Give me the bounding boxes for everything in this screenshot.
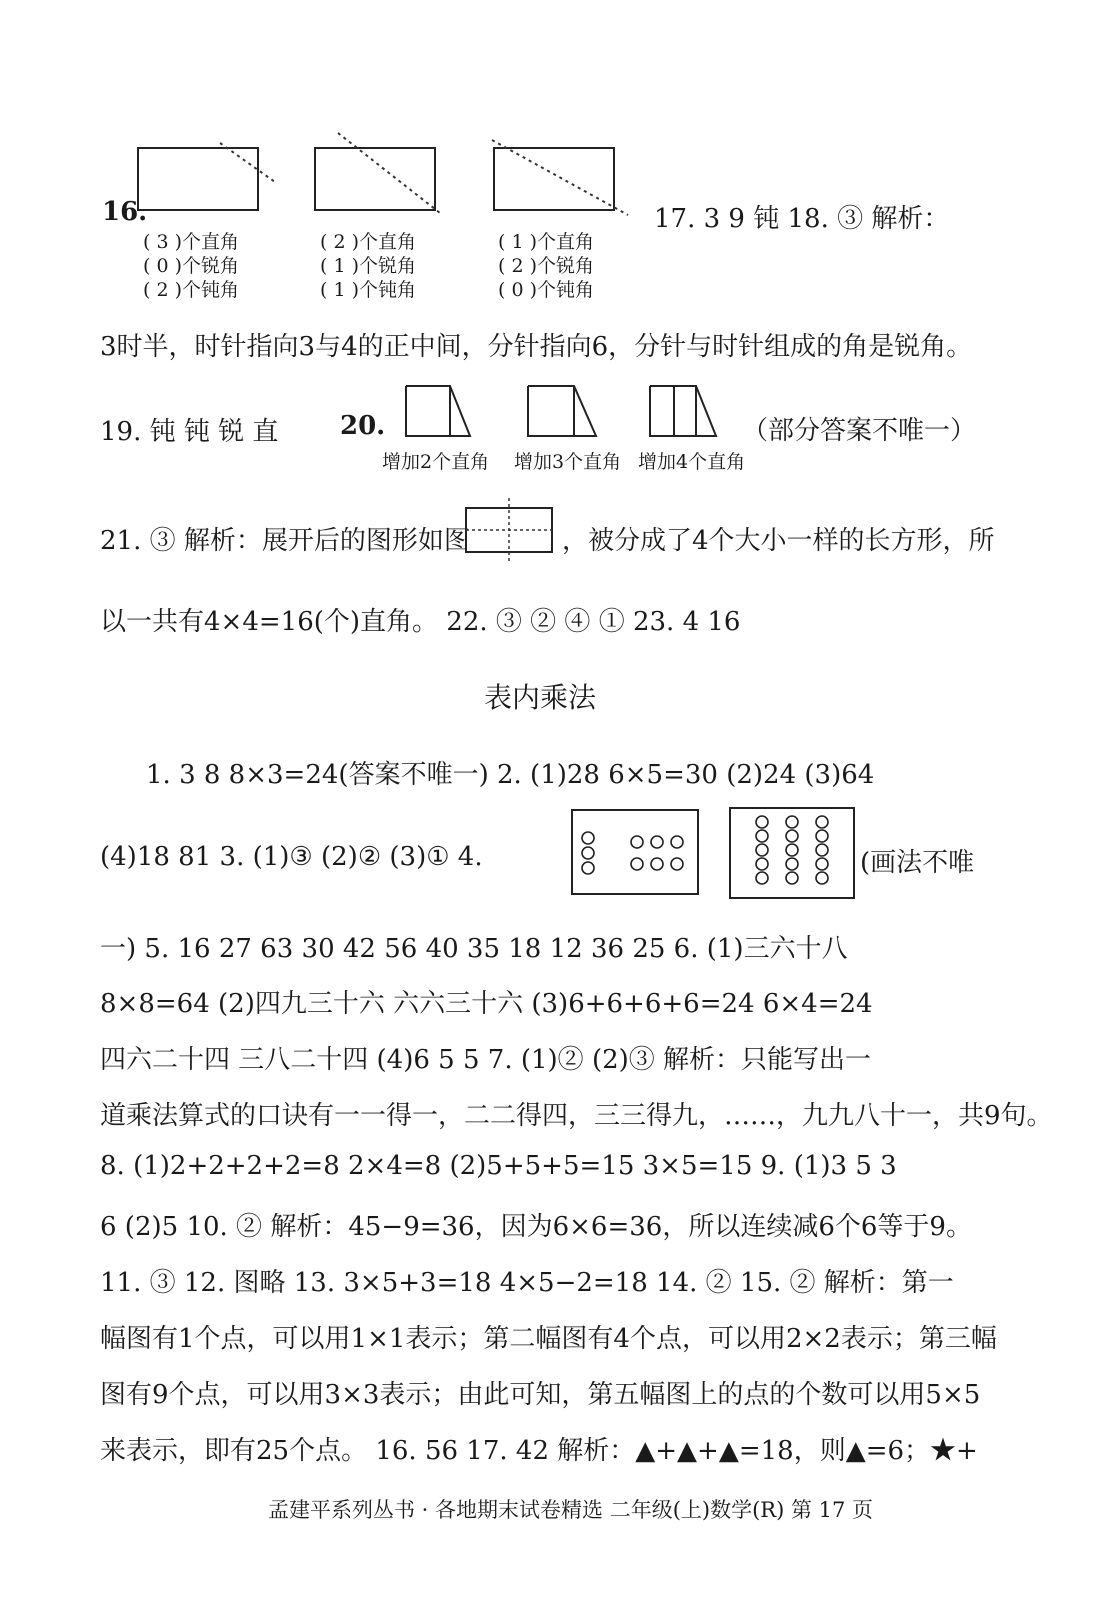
q21-23-answers: 以一共有4×4=16(个)直角。 22. ③ ② ④ ① 23. 4 16 xyxy=(100,607,741,637)
mult-line-4: 8×8=64 (2)四九三十六 六六三十六 (3)6+6+6+6=24 6×4=24 xyxy=(100,989,873,1019)
q16-fig3-obtuse: ( 0 )个钝角 xyxy=(498,279,594,301)
q16-fig3-acute: ( 2 )个锐角 xyxy=(498,255,594,277)
mult-line-6: 道乘法算式的口诀有一一得一，二二得四，三三得九，……，九九八十一，共9句。 xyxy=(100,1101,1053,1131)
section-title: 表内乘法 xyxy=(484,681,597,714)
mult-line-5: 四六二十四 三八二十四 (4)6 5 5 7. (1)② (2)③ 解析：只能写出一 xyxy=(100,1045,872,1075)
q19-answers: 19. 钝 钝 锐 直 xyxy=(100,417,279,447)
mult-line-1: 1. 3 8 8×3=24(答案不唯一) 2. (1)28 6×5=30 (2)24 (3)64 xyxy=(146,760,875,790)
page-footer: 孟建平系列丛书 · 各地期末试卷精选 二年级(上)数学(R) 第 17 页 xyxy=(268,1498,874,1522)
q18-explanation: 3时半，时针指向3与4的正中间，分针指向6，分针与时针组成的角是锐角。 xyxy=(100,332,973,362)
q4-note: (画法不唯 xyxy=(860,848,975,878)
q16-label: 16. xyxy=(102,197,148,227)
q16-fig1-obtuse: ( 2 )个钝角 xyxy=(143,279,239,301)
q17-18-answers: 17. 3 9 钝 18. ③ 解析： xyxy=(654,204,950,234)
mult-line-7: 8. (1)2+2+2+2=8 2×4=8 (2)5+5+5=15 3×5=15 9. (1)3 5 3 xyxy=(100,1151,897,1181)
q20-caption-3: 增加4个直角 xyxy=(638,451,746,473)
mult-line-8: 6 (2)5 10. ② 解析：45−9=36，因为6×6=36，所以连续减6个6等于9。 xyxy=(100,1212,972,1242)
q20-caption-1: 增加2个直角 xyxy=(382,451,490,473)
mult-line-9: 11. ③ 12. 图略 13. 3×5+3=18 4×5−2=18 14. ② 15. ② 解析：第一 xyxy=(100,1268,954,1298)
q21-text-after: ，被分成了4个大小一样的长方形，所 xyxy=(562,526,995,556)
q16-fig2-acute: ( 1 )个锐角 xyxy=(320,255,416,277)
q21-text-before: 21. ③ 解析：展开后的图形如图 xyxy=(100,526,470,556)
q16-fig2-right: ( 2 )个直角 xyxy=(320,231,416,253)
q20-label: 20. xyxy=(340,411,386,441)
mult-line-11: 图有9个点，可以用3×3表示；由此可知，第五幅图上的点的个数可以用5×5 xyxy=(100,1380,981,1410)
q20-note: （部分答案不唯一） xyxy=(742,416,977,446)
q20-caption-2: 增加3个直角 xyxy=(514,451,622,473)
q16-fig3-right: ( 1 )个直角 xyxy=(498,231,594,253)
q16-fig2-obtuse: ( 1 )个钝角 xyxy=(320,279,416,301)
mult-line-12: 来表示，即有25个点。 16. 56 17. 42 解析：▲+▲+▲=18，则▲=6；★+ xyxy=(100,1436,978,1466)
q21-unfolded-figure xyxy=(460,496,570,576)
mult-line-10: 幅图有1个点，可以用1×1表示；第二幅图有4个点，可以用2×2表示；第三幅 xyxy=(100,1324,997,1354)
q16-fig1-acute: ( 0 )个锐角 xyxy=(143,255,239,277)
mult-line-3: 一) 5. 16 27 63 30 42 56 40 35 18 12 36 25 6. (1)三六十八 xyxy=(100,934,848,964)
q16-fig1-right: ( 3 )个直角 xyxy=(143,231,239,253)
mult-line-2: (4)18 81 3. (1)③ (2)② (3)① 4. xyxy=(100,842,483,872)
